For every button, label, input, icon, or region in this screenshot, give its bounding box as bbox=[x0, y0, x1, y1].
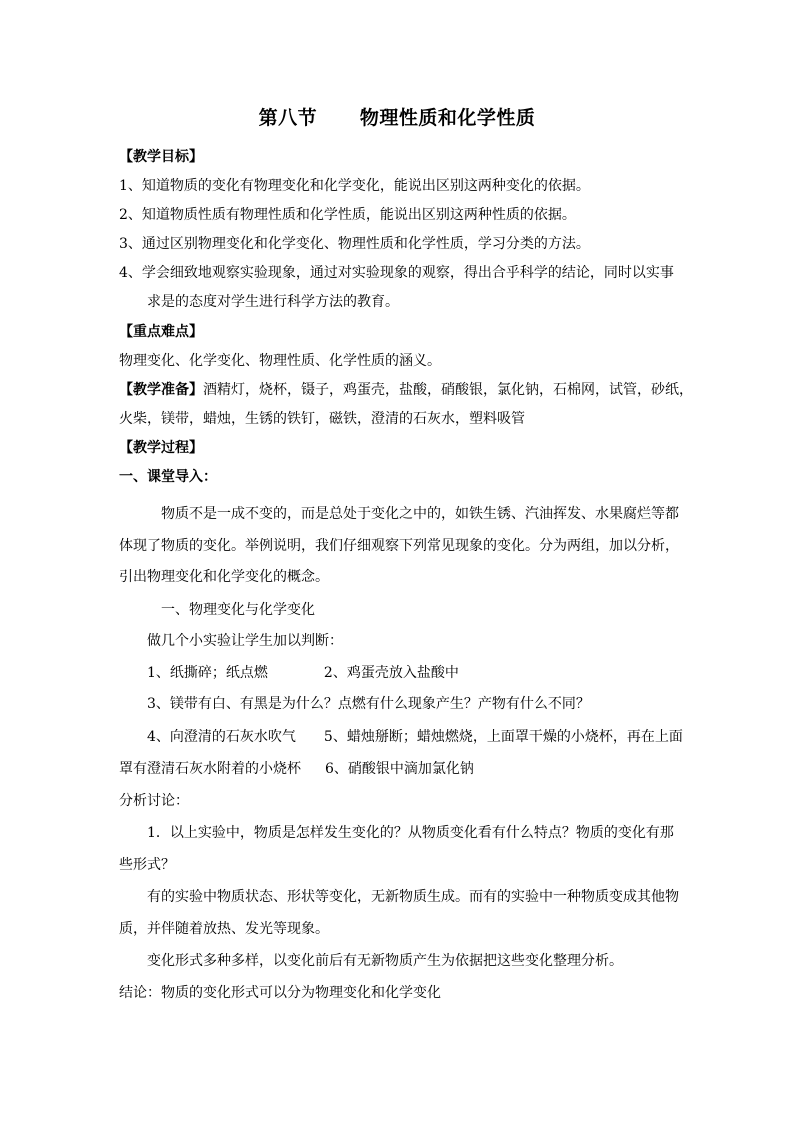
objective-item-2: 2、知道物质性质有物理性质和化学性质，能说出区别这两种性质的依据。 bbox=[119, 207, 576, 223]
objective-item-1: 1、知道物质的变化有物理变化和化学变化，能说出区别这两种变化的依据。 bbox=[119, 178, 590, 194]
preparation-heading: 【教学准备】 bbox=[119, 382, 203, 398]
discussion-label: 分析讨论： bbox=[119, 793, 189, 809]
intro-paragraph-line-2: 体现了物质的变化。举例说明，我们仔细观察下列常见现象的变化。分为两组，加以分析， bbox=[119, 538, 679, 554]
key-points-text: 物理变化、化学变化、物理性质、化学性质的涵义。 bbox=[119, 353, 441, 369]
sub-heading: 一、物理变化与化学变化 bbox=[161, 602, 315, 618]
question-1-line-1: 1．以上实验中，物质是怎样发生变化的？从物质变化看有什么特点？物质的变化有那 bbox=[147, 825, 674, 841]
experiment-5: 5、蜡烛掰断；蜡烛燃烧，上面罩干燥的小烧杯，再在上面 bbox=[323, 729, 683, 745]
question-1-line-2: 些形式？ bbox=[119, 857, 175, 873]
section-intro-heading: 一、课堂导入： bbox=[119, 469, 217, 485]
experiment-intro: 做几个小实验让学生加以判断： bbox=[147, 633, 343, 649]
intro-paragraph-line-3: 引出物理变化和化学变化的概念。 bbox=[119, 569, 329, 585]
objectives-heading: 【教学目标】 bbox=[119, 149, 203, 165]
experiment-1: 1、纸撕碎；纸点燃 bbox=[147, 665, 268, 681]
answer-line-1: 有的实验中物质状态、形状等变化，无新物质生成。而有的实验中一种物质变成其他物 bbox=[147, 889, 679, 905]
page-title: 第八节 物理性质和化学性质 bbox=[258, 107, 536, 129]
experiment-5-cont: 罩有澄清石灰水附着的小烧杯 bbox=[119, 761, 301, 777]
experiment-row-3 bbox=[147, 727, 712, 747]
experiment-row-4 bbox=[119, 759, 684, 779]
key-points-heading: 【重点难点】 bbox=[119, 324, 203, 340]
experiment-4: 4、向澄清的石灰水吹气 bbox=[147, 729, 296, 745]
experiment-6: 6、硝酸银中滴加氯化钠 bbox=[325, 761, 474, 777]
analysis-text: 变化形式多种多样，以变化前后有无新物质产生为依据把这些变化整理分析。 bbox=[147, 953, 623, 969]
preparation-materials-1: 酒精灯，烧杯，镊子，鸡蛋壳，盐酸，硝酸银，氯化钠，石棉网，试管，砂纸， bbox=[203, 382, 693, 398]
objective-item-3: 3、通过区别物理变化和化学变化、物理性质和化学性质，学习分类的方法。 bbox=[119, 236, 590, 252]
objective-item-4: 4、学会细致地观察实验现象，通过对实验现象的观察，得出合乎科学的结论，同时以实事 bbox=[119, 265, 674, 281]
experiment-3: 3、镁带有白、有黑是为什么？点燃有什么现象产生？产物有什么不同？ bbox=[147, 696, 590, 712]
preparation-line-1 bbox=[119, 380, 693, 400]
objective-item-4-cont: 求是的态度对学生进行科学方法的教育。 bbox=[147, 294, 399, 310]
experiment-2: 2、鸡蛋壳放入盐酸中 bbox=[323, 665, 459, 681]
process-heading: 【教学过程】 bbox=[119, 440, 203, 456]
experiment-row-1 bbox=[147, 663, 712, 683]
intro-paragraph-line-1: 物质不是一成不变的，而是总处于变化之中的，如铁生锈、汽油挥发、水果腐烂等都 bbox=[161, 506, 679, 522]
conclusion-text: 结论：物质的变化形式可以分为物理变化和化学变化 bbox=[119, 985, 441, 1001]
answer-line-2: 质，并伴随着放热、发光等现象。 bbox=[119, 921, 329, 937]
preparation-materials-2: 火柴，镁带，蜡烛，生锈的铁钉，磁铁，澄清的石灰水，塑料吸管 bbox=[119, 411, 525, 427]
